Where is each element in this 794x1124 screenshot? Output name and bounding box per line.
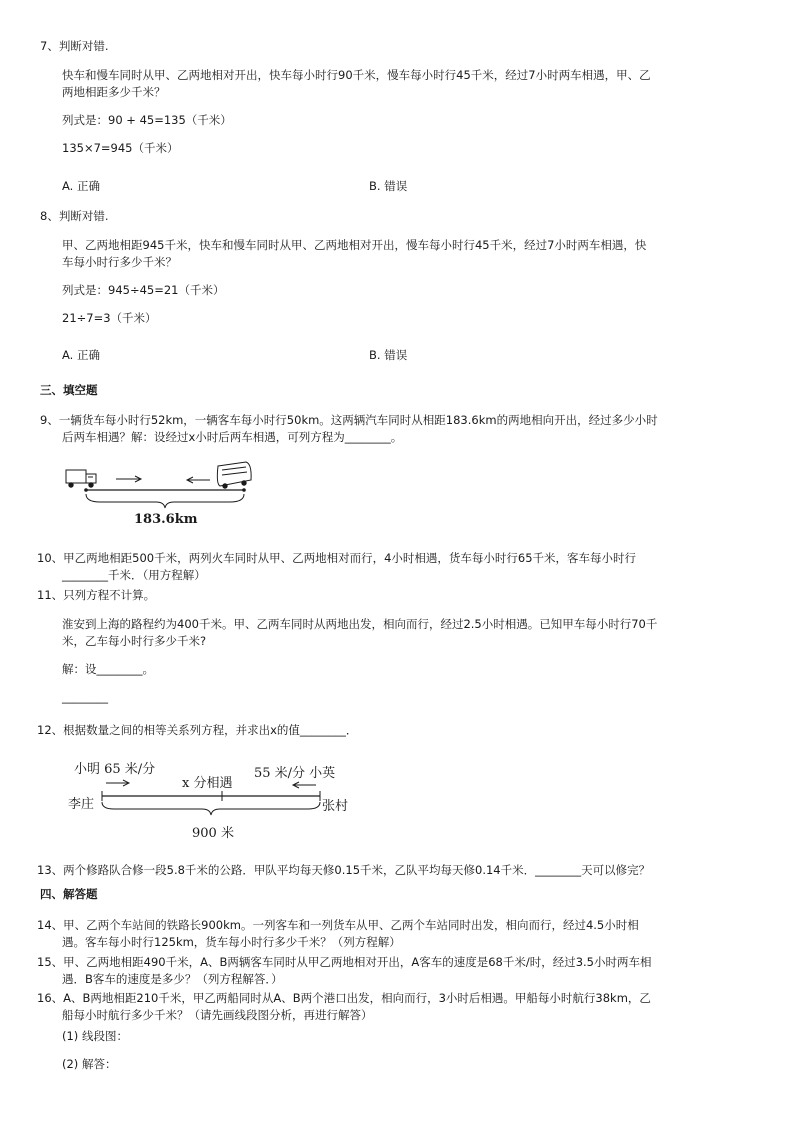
q16-text-line2: 船每小时航行多少千米？（请先画线段图分析，再进行解答） [62, 1008, 373, 1022]
section-heading-solve: 四、解答题 [40, 887, 98, 901]
q16-text-line1: 16、A、B两地相距210千米，甲乙两船同时从A、B两个港口出发，相向而行，3小时后相遇。甲船每小时航行38km，乙 [37, 991, 651, 1005]
q12-meet-label: x 分相遇 [182, 776, 233, 791]
q8-text-line1: 甲、乙两地相距945千米，快车和慢车同时从甲、乙两地相对开出，慢车每小时行45千米，经过7小时两车相遇，快 [62, 238, 647, 252]
q12-left-speed: 小明 65 米/分 [74, 762, 156, 777]
q12-total-distance: 900 米 [192, 826, 234, 841]
q8-option-b[interactable]: B. 错误 [369, 348, 408, 362]
section-heading-fill-blank: 三、填空题 [40, 383, 98, 397]
q8-text-line2: 车每小时行多少千米？ [62, 255, 177, 269]
q7-text-line2: 两地相距多少千米？ [62, 85, 166, 99]
q7-equation1: 列式是：90 + 45=135（千米） [62, 113, 232, 127]
bus-icon [217, 462, 251, 488]
q8-option-a[interactable]: A. 正确 [62, 348, 100, 362]
q9-text-line1: 9、一辆货车每小时行52km，一辆客车每小时行50km。这两辆汽车同时从相距183.6km的两地相向开出，经过多少小时 [40, 413, 658, 427]
q16-sub1-line-diagram: (1) 线段图： [62, 1029, 128, 1043]
q12-right-place: 张村 [322, 799, 349, 814]
q9-diagram [60, 458, 260, 532]
q7-heading: 7、判断对错. [40, 39, 109, 53]
q8-equation2: 21÷7=3（千米） [62, 311, 157, 325]
q11-heading: 11、只列方程不计算。 [37, 588, 156, 602]
q8-equation1: 列式是：945÷45=21（千米） [62, 283, 225, 297]
q7-option-a[interactable]: A. 正确 [62, 179, 100, 193]
q11-text-line2: 米，乙车每小时行多少千米? [62, 634, 207, 648]
q15-text-line1: 15、甲、乙两地相距490千米，A、B两辆客车同时从甲乙两地相对开出，A客车的速度是68千米/时，经过3.5小时两车相 [37, 955, 652, 969]
q10-text-line1: 10、甲乙两地相距500千米，两列火车同时从甲、乙两地相对而行，4小时相遇，货车每小时行65千米，客车每小时行 [37, 551, 637, 565]
q10-text-line2: ________千米．（用方程解） [62, 568, 206, 582]
q14-text-line1: 14、甲、乙两个车站间的铁路长900km。一列客车和一列货车从甲、乙两个车站同时出发，相向而行，经过4.5小时相 [37, 918, 639, 932]
q12-text-line1: 12、根据数量之间的相等关系列方程，并求出x的值________． [37, 723, 358, 737]
q7-text-line1: 快车和慢车同时从甲、乙两地相对开出，快车每小时行90千米，慢车每小时行45千米，经过7小时两车相遇，甲、乙 [62, 68, 651, 82]
q8-heading: 8、判断对错. [40, 209, 109, 223]
q12-right-speed: 55 米/分 小英 [254, 766, 336, 781]
q7-equation2: 135×7=945（千米） [62, 141, 179, 155]
q11-answer-blank: ________ [62, 690, 108, 704]
q13-text-line1: 13、两个修路队合修一段5.8千米的公路．甲队平均每天修0.15千米，乙队平均每天修0.14千米．________天可以修完？ [37, 863, 651, 877]
q15-text-line2: 遇．B客车的速度是多少？（列方程解答．） [62, 972, 283, 986]
q14-text-line2: 遇。客车每小时行125km，货车每小时行多少千米？（列方程解） [62, 935, 401, 949]
truck-icon [66, 470, 96, 487]
q11-text-line1: 淮安到上海的路程约为400千米。甲、乙两车同时从两地出发，相向而行，经过2.5小时相遇。已知甲车每小时行70千 [62, 617, 658, 631]
q12-left-place: 李庄 [68, 797, 95, 812]
q16-sub2-answer: (2) 解答： [62, 1057, 117, 1071]
q12-diagram [68, 754, 368, 844]
q9-distance-label: 183.6km [134, 512, 198, 527]
q11-answer-let: 解：设________。 [62, 662, 154, 676]
q7-option-b[interactable]: B. 错误 [369, 179, 408, 193]
q9-text-line2: 后两车相遇？解：设经过x小时后两车相遇，可列方程为________。 [62, 430, 403, 444]
